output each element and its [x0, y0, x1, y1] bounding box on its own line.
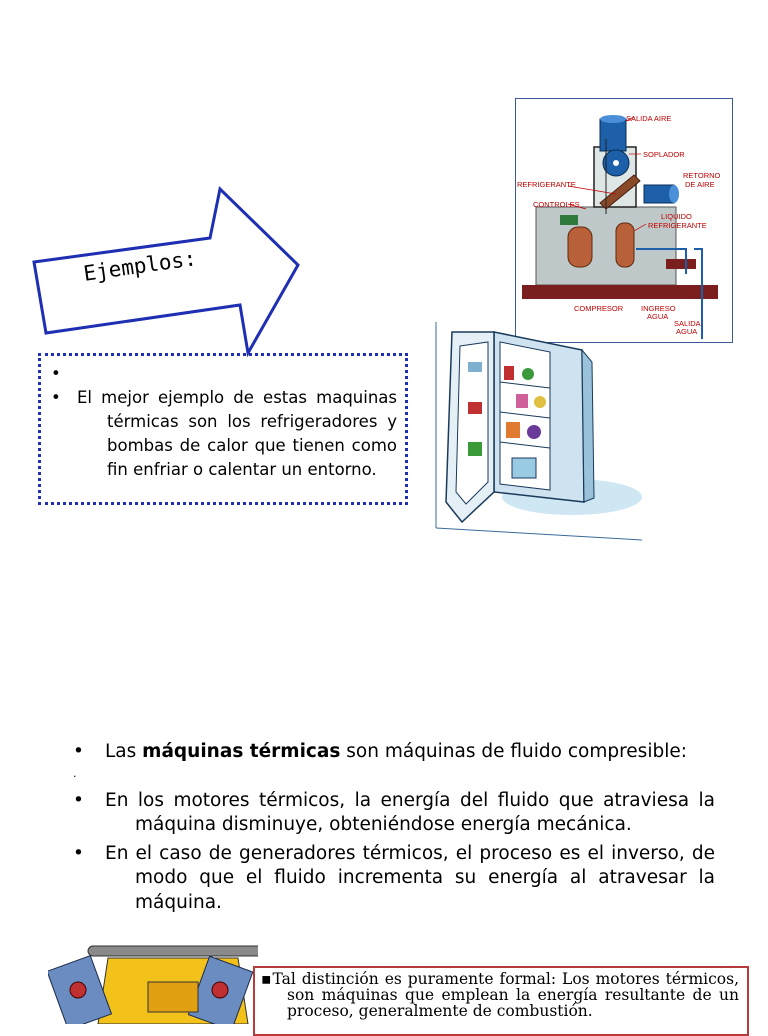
bullet-marker: •	[51, 364, 61, 383]
bullet-marker: •	[73, 789, 84, 811]
list-item-text	[105, 740, 715, 765]
label-compresor: COMPRESOR	[574, 304, 624, 313]
label-retorno-2: DE AIRE	[685, 180, 715, 189]
bullet-text	[79, 362, 397, 386]
small-mark: ·	[73, 769, 77, 783]
example-text: El mejor ejemplo de estas maquinas térmicas son los refrigeradores y bombas de calor que tienen como fin enfriar o calentar un entorno.	[77, 388, 397, 479]
bullet-marker: •	[51, 388, 61, 407]
label-refrigerante: REFRIGERANTE	[517, 180, 576, 189]
example-bullet-empty	[49, 362, 397, 386]
label-salida-agua-2: AGUA	[676, 327, 698, 336]
list-item	[73, 842, 715, 916]
label-retorno-1: RETORNO	[683, 171, 721, 180]
example-box	[38, 353, 408, 505]
bullet-marker: •	[73, 842, 84, 864]
heat-pump-diagram	[515, 98, 733, 343]
example-bullet	[49, 386, 397, 482]
label-liquido-2: REFRIGERANTE	[648, 221, 707, 230]
small-mark-row	[73, 765, 715, 787]
refrigerator-illustration	[432, 322, 644, 542]
arrow-label: Ejemplos:	[82, 246, 199, 286]
main-bullet-list	[73, 740, 715, 915]
text-segment: Las	[105, 741, 143, 762]
label-liquido-1: LIQUIDO	[661, 212, 692, 221]
engine-illustration	[48, 942, 258, 1024]
text-segment: son máquinas de fluido compresible:	[340, 741, 687, 762]
label-soplador: SOPLADOR	[643, 150, 685, 159]
note-box	[253, 966, 749, 1036]
label-ingreso-1: INGRESO	[641, 304, 676, 313]
list-item	[73, 740, 715, 765]
label-salida-agua-1: SALIDA	[674, 319, 701, 328]
list-item-text: En los motores térmicos, la energía del fluido que atraviesa la máquina disminuye, obteniéndose energía mecánica.	[105, 789, 715, 835]
bullet-marker: •	[73, 741, 84, 762]
bold-term: máquinas térmicas	[142, 741, 341, 762]
note-text: ▪Tal distinción es puramente formal: Los motores térmicos, son máquinas que emplean la energía resultante de un proceso, generalmente de combustión.	[261, 970, 739, 1020]
label-ingreso-2: AGUA	[647, 312, 669, 321]
list-item-text: En el caso de generadores térmicos, el proceso es el inverso, de modo que el fluido incrementa su energía al atravesar la máquina.	[105, 842, 715, 913]
label-salida-aire: SALIDA AIRE	[626, 114, 672, 123]
list-item	[73, 789, 715, 838]
label-controles: CONTROLES	[533, 200, 580, 209]
